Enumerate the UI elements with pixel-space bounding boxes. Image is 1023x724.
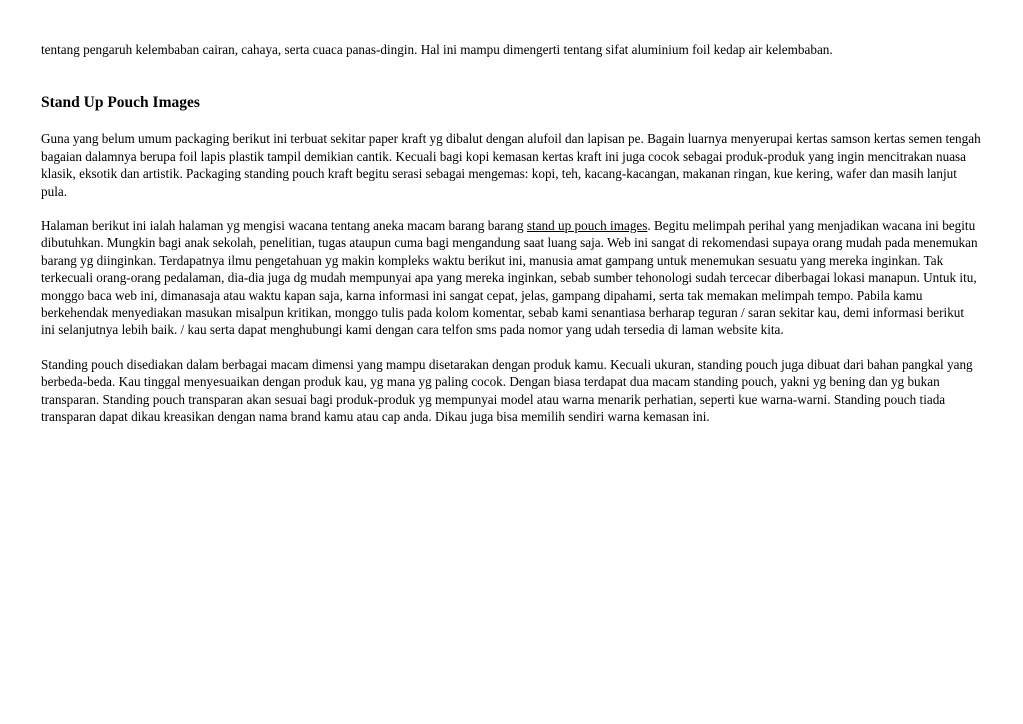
section-heading: Stand Up Pouch Images	[41, 94, 200, 112]
intro-paragraph: tentang pengaruh kelembaban cairan, cahaya, serta cuaca panas-dingin. Hal ini mampu dimengerti tentang sifat aluminium foil kedap air kelembaban.	[41, 42, 833, 57]
document-page	[41, 41, 981, 426]
paragraph-halaman-text-after: . Begitu melimpah perihal yang menjadikan wacana ini begitu dibutuhkan. Mungkin bagi anak sekolah, penelitian, tugas ataupun cuma bagi mengandung saat luang saja. Web ini sangat di rekomendasi supaya orang mudah pada menemukan barang yg diinginkan. Terdapatnya ilmu pengetahuan yg makin kompleks waktu berikut ini, manusia amat gampang untuk menemukan sesuatu yang mereka inginkan. Tak terkecuali orang-orang pedalaman, dia-dia juga dg mudah mempunyai apa yang mereka inginkan, sebab sumber tehonologi sudah tercecar diberbagai lokasi manapun. Untuk itu, monggo baca web ini, dimanasaja atau waktu kapan saja, karna informasi ini sangat cepat, jelas, gampang dipahami, serta tak memakan melimpah tempo. Pabila kamu berkehendak menyediakan masukan misalpun kritikan, monggo tulis pada kolom komentar, sebab kami senantiasa berharap teguran / saran sekitar kau, demi informasi berikut ini selanjutnya lebih baik. / kau serta dapat menghubungi kami dengan cara telfon sms pada nomor yang udah tersedia di laman website kita.	[41, 218, 978, 338]
paragraph-kraft-pouch: Guna yang belum umum packaging berikut ini terbuat sekitar paper kraft yg dibalut dengan alufoil dan lapisan pe. Bagain luarnya menyerupai kertas samson kertas semen tengah bagaian dalamnya berupa foil lapis plastik tampil demikian cantik. Kecuali bagi kopi kemasan kertas kraft ini juga cocok sebagai produk-produk yang ingin mencitrakan nuasa klasik, eksotik dan artistik. Packaging standing pouch kraft begitu serasi sebagai mengemas: kopi, teh, kacang-kacangan, makanan ringan, kue kering, wafer dan masih lanjut pula.	[41, 131, 981, 199]
paragraph-standing-pouch: Standing pouch disediakan dalam berbagai macam dimensi yang mampu disetarakan dengan produk kamu. Kecuali ukuran, standing pouch juga dibuat dari bahan pangkal yang berbeda-beda. Kau tinggal menyesuaikan dengan produk kau, yg mana yg paling cocok. Dengan biasa terdapat dua macam standing pouch, yakni yg bening dan yg bukan transparan. Standing pouch transparan akan sesuai bagi produk-produk yg mempunyai model atau warna menarik perhatian, seperti kue warna-warni. Standing pouch tiada transparan dapat dikau kreasikan dengan nama brand kamu atau cap anda. Dikau juga bisa memilih sendiri warna kemasan ini.	[41, 356, 973, 425]
paragraph-halaman-text-before: Halaman berikut ini ialah halaman yg mengisi wacana tentang aneka macam barang barang	[41, 218, 527, 234]
stand-up-pouch-images-link[interactable]: stand up pouch images	[526, 218, 648, 234]
paragraph-halaman	[41, 217, 981, 339]
